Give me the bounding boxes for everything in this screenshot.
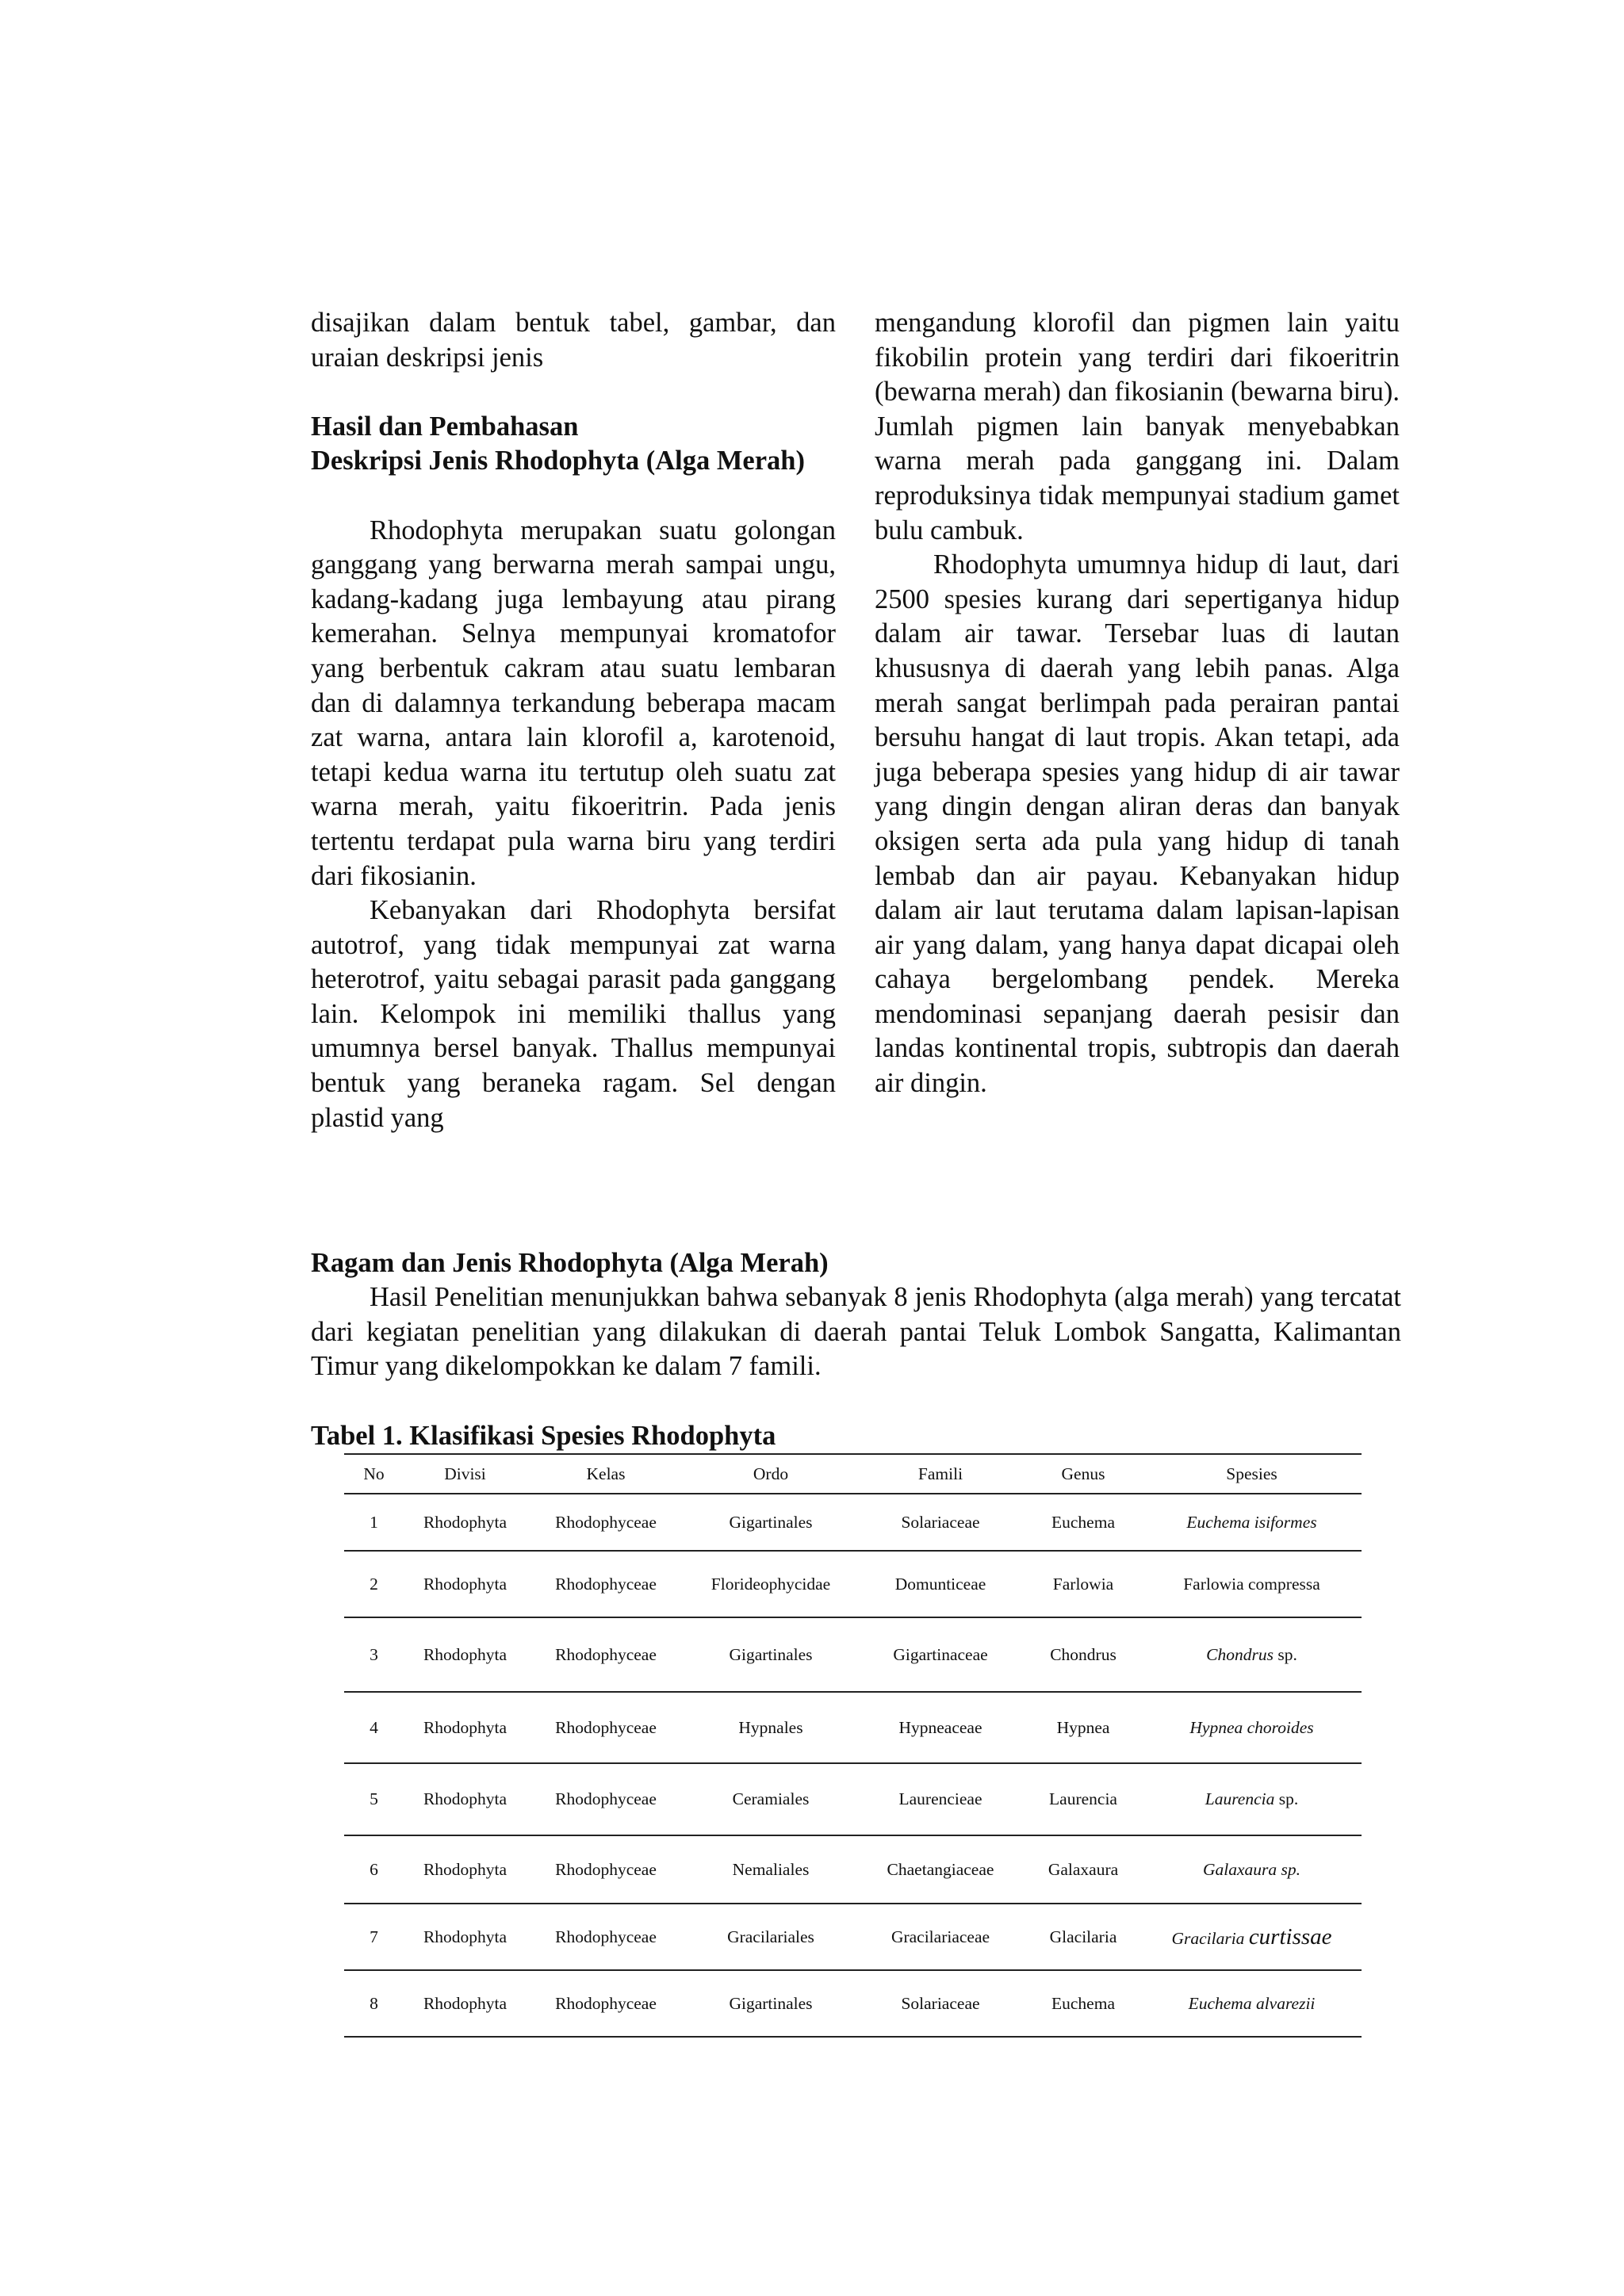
paragraph: Rhodophyta merupakan suatu golongan ganggang yang berwarna merah sampai ungu, kadang-kadang juga lembayung atau pirang kemerahan. Selnya mempunyai kromatofor yang berbentuk cakram atau suatu lembaran dan di dalamnya terkandung beberapa macam zat warna, antara lain klorofil a, karotenoid, tetapi kedua warna itu tertutup oleh suatu zat warna merah, yaitu fikoeritrin. Pada jenis tertentu terdapat pula warna biru yang terdiri dari fikosianin. — [311, 515, 836, 891]
cell-kelas: Rhodophyceae — [527, 1617, 685, 1692]
cell-genus: Laurencia — [1025, 1763, 1142, 1835]
cell-famili: Gracilariaceae — [856, 1904, 1025, 1970]
cell-spesies: Hypnea choroides — [1142, 1692, 1362, 1763]
cell-genus: Glacilaria — [1025, 1904, 1142, 1970]
cell-divisi: Rhodophyta — [404, 1763, 527, 1835]
classification-table — [344, 1453, 1362, 2038]
paragraph: mengandung klorofil dan pigmen lain yaitu fikobilin protein yang terdiri dari fikoeritrin (bewarna merah) dan fikosianin (bewarna biru). Jumlah pigmen lain banyak menyebabkan warna merah pada ganggang ini. Dalam reproduksinya tidak mempunyai stadium gamet bulu cambuk. — [875, 308, 1400, 545]
table-row — [344, 1835, 1362, 1904]
cell-ordo: Gigartinales — [685, 1494, 856, 1551]
table-row — [344, 1970, 1362, 2037]
cell-spesies — [1142, 1617, 1362, 1692]
spesies-genus-part: Chondrus — [1206, 1644, 1274, 1664]
cell-kelas: Rhodophyceae — [527, 1692, 685, 1763]
cell-no: 8 — [344, 1970, 404, 2037]
cell-ordo: Nemaliales — [685, 1835, 856, 1904]
table-row — [344, 1763, 1362, 1835]
header-divisi: Divisi — [404, 1454, 527, 1494]
cell-spesies — [1142, 1904, 1362, 1970]
table-row — [344, 1692, 1362, 1763]
cell-ordo: Ceramiales — [685, 1763, 856, 1835]
cell-genus: Farlowia — [1025, 1551, 1142, 1617]
cell-no: 7 — [344, 1904, 404, 1970]
header-famili: Famili — [856, 1454, 1025, 1494]
cell-no: 4 — [344, 1692, 404, 1763]
cell-kelas: Rhodophyceae — [527, 1835, 685, 1904]
header-spesies: Spesies — [1142, 1454, 1362, 1494]
cell-spesies: Farlowia compressa — [1142, 1551, 1362, 1617]
cell-ordo: Gigartinales — [685, 1617, 856, 1692]
left-column — [311, 306, 836, 1135]
cell-famili: Solariaceae — [856, 1494, 1025, 1551]
cell-no: 5 — [344, 1763, 404, 1835]
cell-spesies: Galaxaura sp. — [1142, 1835, 1362, 1904]
table-header-row — [344, 1454, 1362, 1494]
cell-kelas: Rhodophyceae — [527, 1494, 685, 1551]
spesies-rest-part: sp. — [1274, 1789, 1299, 1808]
spesies-rest-part: curtissae — [1248, 1923, 1332, 1950]
cell-spesies — [1142, 1763, 1362, 1835]
header-genus: Genus — [1025, 1454, 1142, 1494]
cell-divisi: Rhodophyta — [404, 1970, 527, 2037]
cell-famili: Hypneaceae — [856, 1692, 1025, 1763]
cell-no: 6 — [344, 1835, 404, 1904]
cell-famili: Chaetangiaceae — [856, 1835, 1025, 1904]
section-paragraph: Hasil Penelitian menunjukkan bahwa sebanyak 8 jenis Rhodophyta (alga merah) yang tercatat dari kegiatan penelitian yang dilakukan di daerah pantai Teluk Lombok Sangatta, Kalimantan Timur yang dikelompokkan ke dalam 7 famili. — [311, 1282, 1401, 1382]
cell-divisi: Rhodophyta — [404, 1617, 527, 1692]
cell-genus: Chondrus — [1025, 1617, 1142, 1692]
section-title: Ragam dan Jenis Rhodophyta (Alga Merah) — [311, 1248, 829, 1278]
spesies-rest-part: sp. — [1273, 1644, 1297, 1664]
cell-kelas: Rhodophyceae — [527, 1970, 685, 2037]
cell-divisi: Rhodophyta — [404, 1551, 527, 1617]
table-row — [344, 1617, 1362, 1692]
cell-spesies: Euchema alvarezii — [1142, 1970, 1362, 2037]
spesies-genus-part: Laurencia — [1205, 1789, 1275, 1808]
table-title: Tabel 1. Klasifikasi Spesies Rhodophyta — [311, 1421, 776, 1451]
table-row — [344, 1494, 1362, 1551]
cell-no: 3 — [344, 1617, 404, 1692]
cell-no: 2 — [344, 1551, 404, 1617]
heading-results: Hasil dan Pembahasan — [311, 411, 579, 442]
cell-famili: Gigartinaceae — [856, 1617, 1025, 1692]
cell-famili: Laurencieae — [856, 1763, 1025, 1835]
paragraph: Kebanyakan dari Rhodophyta bersifat autotrof, yang tidak mempunyai zat warna heterotrof, yaitu sebagai parasit pada ganggang lain. Kelompok ini memiliki thallus yang umumnya bersel banyak. Thallus mempunyai bentuk yang beraneka ragam. Sel dengan plastid yang — [311, 895, 836, 1133]
cell-ordo: Hypnales — [685, 1692, 856, 1763]
header-kelas: Kelas — [527, 1454, 685, 1494]
cell-famili: Solariaceae — [856, 1970, 1025, 2037]
cell-divisi: Rhodophyta — [404, 1692, 527, 1763]
cell-genus: Hypnea — [1025, 1692, 1142, 1763]
cell-genus: Euchema — [1025, 1494, 1142, 1551]
table-row — [344, 1551, 1362, 1617]
cell-ordo: Florideophycidae — [685, 1551, 856, 1617]
cell-divisi: Rhodophyta — [404, 1494, 527, 1551]
cell-ordo: Gracilariales — [685, 1904, 856, 1970]
intro-text: disajikan dalam bentuk tabel, gambar, dan uraian deskripsi jenis — [311, 308, 836, 373]
cell-genus: Galaxaura — [1025, 1835, 1142, 1904]
cell-famili: Domunticeae — [856, 1551, 1025, 1617]
header-ordo: Ordo — [685, 1454, 856, 1494]
paragraph: Rhodophyta umumnya hidup di laut, dari 2500 spesies kurang dari sepertiganya hidup dalam air tawar. Tersebar luas di lautan khususnya di daerah yang lebih panas. Alga merah sangat berlimpah pada perairan pantai bersuhu hangat di laut tropis. Akan tetapi, ada juga beberapa spesies yang hidup di air tawar yang dingin dengan aliran deras dan banyak oksigen serta ada pula yang hidup di tanah lembab dan air payau. Kebanyakan hidup dalam air laut terutama dalam lapisan-lapisan air yang dalam, yang hanya dapat dicapai oleh cahaya bergelombang pendek. Mereka mendominasi sepanjang daerah pesisir dan landas kontinental tropis, subtropis dan daerah air dingin. — [875, 549, 1400, 1099]
cell-kelas: Rhodophyceae — [527, 1763, 685, 1835]
cell-kelas: Rhodophyceae — [527, 1904, 685, 1970]
cell-no: 1 — [344, 1494, 404, 1551]
cell-genus: Euchema — [1025, 1970, 1142, 2037]
spesies-genus-part: Gracilaria — [1171, 1928, 1249, 1948]
cell-ordo: Gigartinales — [685, 1970, 856, 2037]
cell-spesies: Euchema isiformes — [1142, 1494, 1362, 1551]
cell-kelas: Rhodophyceae — [527, 1551, 685, 1617]
cell-divisi: Rhodophyta — [404, 1904, 527, 1970]
cell-divisi: Rhodophyta — [404, 1835, 527, 1904]
table-row — [344, 1904, 1362, 1970]
header-no: No — [344, 1454, 404, 1494]
right-column — [875, 306, 1400, 1101]
heading-description: Deskripsi Jenis Rhodophyta (Alga Merah) — [311, 446, 805, 476]
